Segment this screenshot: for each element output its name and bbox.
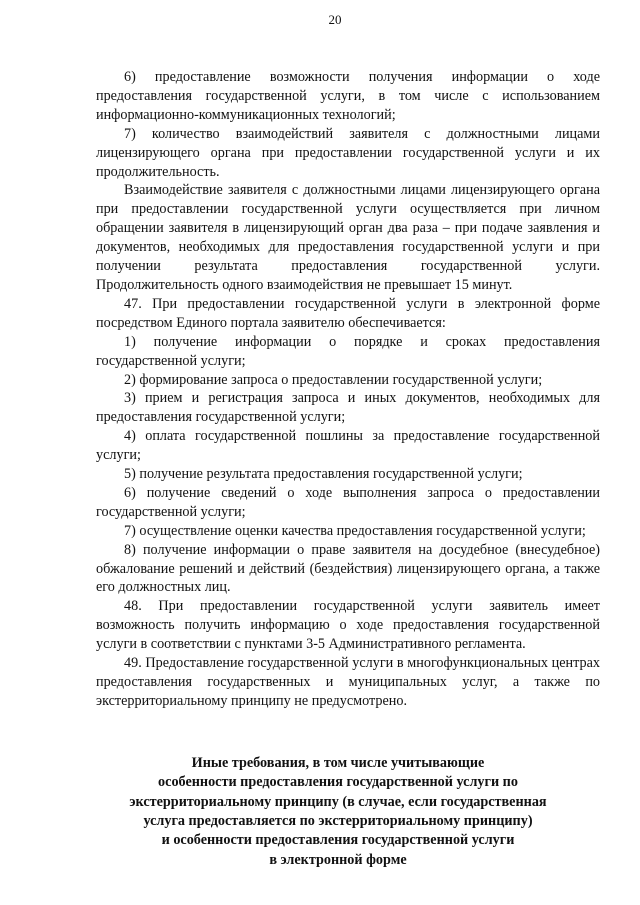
heading-line: экстерриториальному принципу (в случае, если государственная <box>129 793 547 810</box>
paragraph-interaction: Взаимодействие заявителя с должностными лицами лицензирующего органа при предоставлении государственной услуги осуществляется при личном обращении заявителя в лицензирующий орган два раза – при подаче заявления и документов, необходимых для предоставления государственной услуги и при получении результата предоставления государственной услуги. Продолжительность одного взаимодействия не превышает 15 минут. <box>96 182 600 293</box>
paragraph-47-item-6: 6) получение сведений о ходе выполнения запроса о предоставлении государственной услуги; <box>96 484 600 520</box>
paragraph-47-item-5: 5) получение результата предоставления государственной услуги; <box>124 466 523 483</box>
paragraph-47-item-8: 8) получение информации о праве заявителя на досудебное (внесудебное) обжалование решений и действий (бездействия) лицензирующего органа, а также его должностных лиц. <box>96 541 600 596</box>
paragraph-47-item-3: 3) прием и регистрация запроса и иных документов, необходимых для предоставления государственной услуги; <box>96 390 600 426</box>
heading-line: в электронной форме <box>269 851 407 868</box>
paragraph-47: 47. При предоставлении государственной услуги в электронной форме посредством Единого портала заявителю обеспечивается: <box>96 295 600 331</box>
paragraph-49: 49. Предоставление государственной услуги в многофункциональных центрах предоставления государственных и муниципальных услуг, а также по экстерриториальному принципу не предусмотрено. <box>96 655 600 709</box>
paragraph-item-6: 6) предоставление возможности получения информации о ходе предоставления государственной услуги, в том числе с использованием информационно-коммуникационных технологий; <box>96 69 600 123</box>
paragraph-48: 48. При предоставлении государственной услуги заявитель имеет возможность получить информацию о ходе предоставления государственной услуги в соответствии с пунктами 3-5 Административного регламента. <box>96 598 600 653</box>
page-number: 20 <box>328 12 342 27</box>
paragraph-47-item-7: 7) осуществление оценки качества предоставления государственной услуги; <box>124 522 586 539</box>
paragraph-item-7: 7) количество взаимодействий заявителя с должностными лицами лицензирующего органа при предоставлении государственной услуги и их продолжительность. <box>96 125 600 180</box>
paragraph-47-item-4: 4) оплата государственной пошлины за предоставление государственной услуги; <box>96 428 600 464</box>
paragraph-47-item-1: 1) получение информации о порядке и сроках предоставления государственной услуги; <box>96 333 600 369</box>
heading-line: и особенности предоставления государственной услуги <box>161 832 515 849</box>
heading-line: особенности предоставления государственной услуги по <box>158 774 518 791</box>
section-heading <box>96 754 600 870</box>
document-body <box>96 68 600 711</box>
heading-line: Иные требования, в том числе учитывающие <box>191 754 485 771</box>
paragraph-47-item-2: 2) формирование запроса о предоставлении государственной услуги; <box>124 371 543 388</box>
heading-line: услуга предоставляется по экстерриториальному принципу) <box>143 813 533 830</box>
